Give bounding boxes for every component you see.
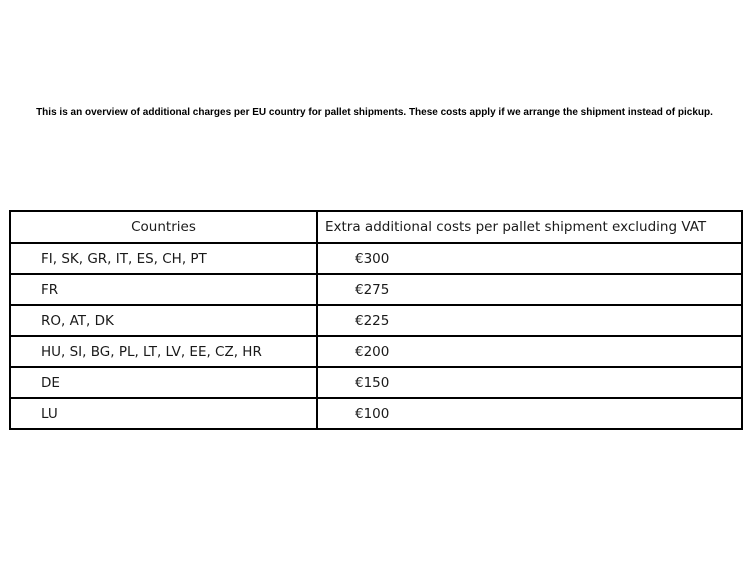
countries-cell: LU — [10, 398, 317, 429]
table-row — [10, 336, 742, 367]
countries-cell: HU, SI, BG, PL, LT, LV, EE, CZ, HR — [10, 336, 317, 367]
cost-cell: €100 — [317, 398, 742, 429]
table-row — [10, 367, 742, 398]
table-row — [10, 305, 742, 336]
countries-cell: FR — [10, 274, 317, 305]
table-row — [10, 274, 742, 305]
countries-cell: RO, AT, DK — [10, 305, 317, 336]
column-header-costs: Extra additional costs per pallet shipment excluding VAT — [317, 211, 742, 243]
intro-text: This is an overview of additional charges per EU country for pallet shipments. These costs apply if we arrange the shipment instead of pickup. — [36, 107, 713, 118]
table-header-row — [10, 211, 742, 243]
column-header-countries: Countries — [10, 211, 317, 243]
table-row — [10, 243, 742, 274]
countries-cell: FI, SK, GR, IT, ES, CH, PT — [10, 243, 317, 274]
cost-cell: €225 — [317, 305, 742, 336]
table-row — [10, 398, 742, 429]
cost-cell: €200 — [317, 336, 742, 367]
cost-cell: €300 — [317, 243, 742, 274]
countries-cell: DE — [10, 367, 317, 398]
cost-cell: €150 — [317, 367, 742, 398]
cost-cell: €275 — [317, 274, 742, 305]
charges-table — [9, 210, 743, 430]
